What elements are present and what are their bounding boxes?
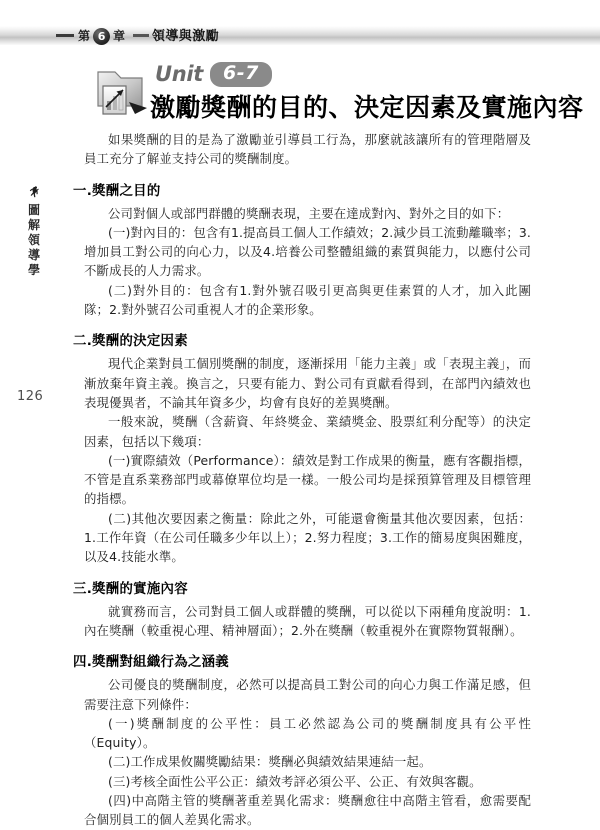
section-2-paragraph-2: 一般來說，獎酬（含薪資、年終獎金、業績獎金、股票紅利分配等）的決定因素，包括以下幾項： <box>84 414 531 449</box>
section-4-paragraph-3: (二)工作成果攸關獎勵結果：獎酬必與績效結果連結一起。 <box>108 754 432 770</box>
section-3-paragraph-1: 就實務而言，公司對員工個人或群體的獎酬，可以從以下兩種角度說明：1.內在獎酬（較重視心理、精神層面）；2.外在獎酬（較重視外在實際物質報酬）。 <box>84 603 531 638</box>
unit-number-badge: 6-7 <box>210 62 272 87</box>
unit-label-row <box>155 62 272 87</box>
section-heading-1: 一.獎酬之目的 <box>73 183 161 199</box>
page-number: 126 <box>17 389 44 404</box>
section-4-paragraph-4: (三)考核全面性公平公正：績效考評必須公平、公正、有效與客觀。 <box>108 773 482 789</box>
header-left-rule <box>56 34 74 37</box>
section-1-paragraph-3: (二)對外目的：包含有1.對外號召吸引更高與更佳素質的人才，加入此團隊；2.對外號召公司重視人才的企業形象。 <box>84 282 531 318</box>
section-4-paragraph-1: 公司優良的獎酬制度，必然可以提高員工對公司的向心力與工作滿足感，但需要注意下列條件： <box>84 677 531 712</box>
section-4-paragraph-2: (一)獎酬制度的公平性：員工必然認為公司的獎酬制度具有公平性（Equity）。 <box>84 715 531 751</box>
chapter-unit-word: 章 <box>113 29 126 43</box>
chapter-number-badge: 6 <box>93 28 110 45</box>
section-4-paragraph-5: (四)中高階主管的獎酬著重差異化需求：獎酬愈往中高階主管看，愈需要配合個別員工的個人差異化需求。 <box>84 793 531 828</box>
section-2-paragraph-3: (一)實際績效（Performance）：績效是對工作成果的衡量，應有客觀指標，不管是直系業務部門或幕僚單位均是一樣。一般公司均是採預算管理及目標管理的指標。 <box>84 452 531 507</box>
section-2-paragraph-4: (二)其他次要因素之衡量：除此之外，可能還會衡量其他次要因素，包括：1.工作年資（在公司任職多少年以上）；2.努力程度；3.工作的簡易度與困難度，以及4.技能水準。 <box>84 510 531 565</box>
margin-title-char: 領 <box>27 233 40 247</box>
margin-title-char: 導 <box>27 248 40 262</box>
chapter-word: 第 <box>78 29 91 43</box>
section-1-paragraph-2: (一)對內目的：包含有1.提高員工個人工作績效；2.減少員工流動離職率；3.增加員工對公司的向心力，以及4.培養公司整體組織的素質與能力，以應付公司不斷成長的人力需求。 <box>84 224 531 279</box>
section-heading-2: 二.獎酬的決定因素 <box>73 334 188 350</box>
section-1-paragraph-1: 公司對個人或部門群體的獎酬表現，主要在達成對內、對外之目的如下： <box>108 205 510 221</box>
margin-book-title <box>26 203 42 278</box>
section-heading-3: 三.獎酬的實施內容 <box>73 581 188 597</box>
intro-paragraph: 如果獎酬的目的是為了激勵並引導員工行為，那麼就該讓所有的管理階層及員工充分了解並支持公司的獎酬制度。 <box>84 132 531 167</box>
book-reader-icon <box>26 185 42 201</box>
margin-title-char: 解 <box>27 218 40 232</box>
chapter-title: 領導與激勵 <box>152 29 220 44</box>
folder-chart-arrow-icon <box>95 62 151 120</box>
chapter-marker <box>78 24 125 48</box>
unit-title: 激勵獎酬的目的、決定因素及實施內容 <box>150 93 584 122</box>
unit-label: Unit <box>155 62 204 87</box>
section-heading-4: 四.獎酬對組織行為之涵義 <box>73 655 229 671</box>
section-2-paragraph-1: 現代企業對員工個別獎酬的制度，逐漸採用「能力主義」或「表現主義」，而漸放棄年資主義。換言之，只要有能力、對公司有貢獻看得到，在部門內績效也表現優異者，不論其年資多少，均會有良好的差異獎酬。 <box>84 356 531 410</box>
margin-title-char: 學 <box>27 263 40 277</box>
page-body <box>73 130 531 830</box>
header-mid-rule <box>133 34 149 37</box>
margin-title-char: 圖 <box>27 203 40 217</box>
